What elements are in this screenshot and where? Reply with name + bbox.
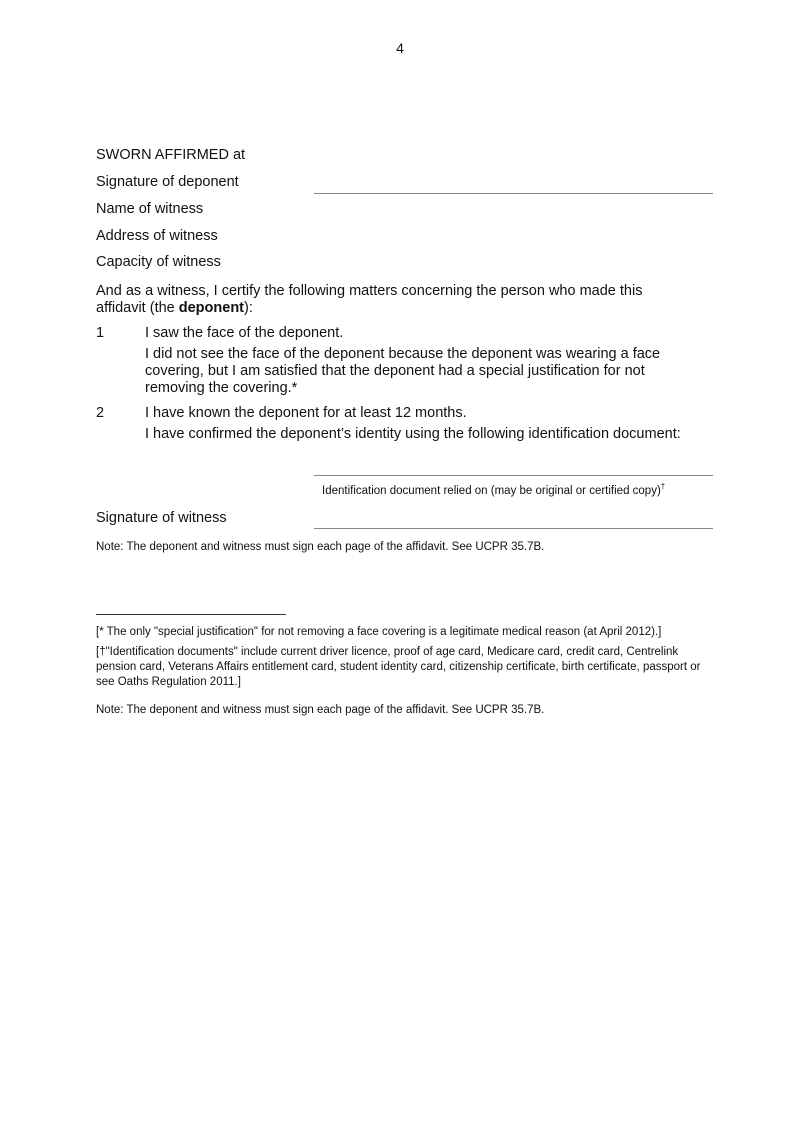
id-document-caption — [322, 482, 665, 497]
item-number-1: 1 — [96, 325, 105, 341]
page-number: 4 — [396, 40, 404, 56]
capacity-witness-label: Capacity of witness — [96, 254, 221, 270]
dagger-mark: † — [660, 482, 666, 491]
signature-witness-label: Signature of witness — [96, 510, 227, 526]
certify-text-after: ): — [244, 300, 253, 316]
witness-signature-line[interactable] — [314, 528, 713, 529]
note-sign-each-page-repeat: Note: The deponent and witness must sign each page of the affidavit. See UCPR 35.7B. — [96, 704, 545, 716]
footnote-identification-documents: [†"Identification documents" include current driver licence, proof of age card, Medicare card, credit card, Centrelink pension card, Veterans Affairs entitlement card, student identity card, citizenship certificate, birth certificate, passport or see Oaths Regulation 2011.] — [96, 646, 701, 688]
deponent-signature-line[interactable] — [314, 193, 713, 194]
note-sign-each-page: Note: The deponent and witness must sign each page of the affidavit. See UCPR 35.7B. — [96, 541, 545, 553]
item-2-line-2: I have confirmed the deponent’s identity using the following identification document: — [145, 426, 681, 442]
item-2-line-1: I have known the deponent for at least 12 months. — [145, 405, 467, 421]
id-document-line[interactable] — [314, 475, 713, 476]
deponent-term: deponent — [178, 300, 245, 316]
address-witness-label: Address of witness — [96, 228, 218, 244]
footnote-special-justification: [* The only "special justification" for not removing a face covering is a legitimate medical reason (at April 2012).] — [96, 626, 662, 638]
footnote-separator — [96, 614, 286, 615]
signature-deponent-label: Signature of deponent — [96, 174, 239, 190]
sworn-affirmed-label: SWORN AFFIRMED at — [96, 147, 246, 163]
id-document-caption-text: Identification document relied on (may be original or certified copy) — [322, 484, 661, 497]
item-1-line-1: I saw the face of the deponent. — [145, 325, 344, 341]
certify-text-before: And as a witness, I certify the following matters concerning the person who made this affidavit (the — [96, 283, 643, 316]
name-witness-label: Name of witness — [96, 201, 204, 217]
item-1-line-2: I did not see the face of the deponent because the deponent was wearing a face covering, but I am satisfied that the deponent had a special justification for not removing the covering.* — [145, 346, 661, 396]
item-number-2: 2 — [96, 405, 105, 421]
certify-paragraph — [96, 283, 696, 317]
